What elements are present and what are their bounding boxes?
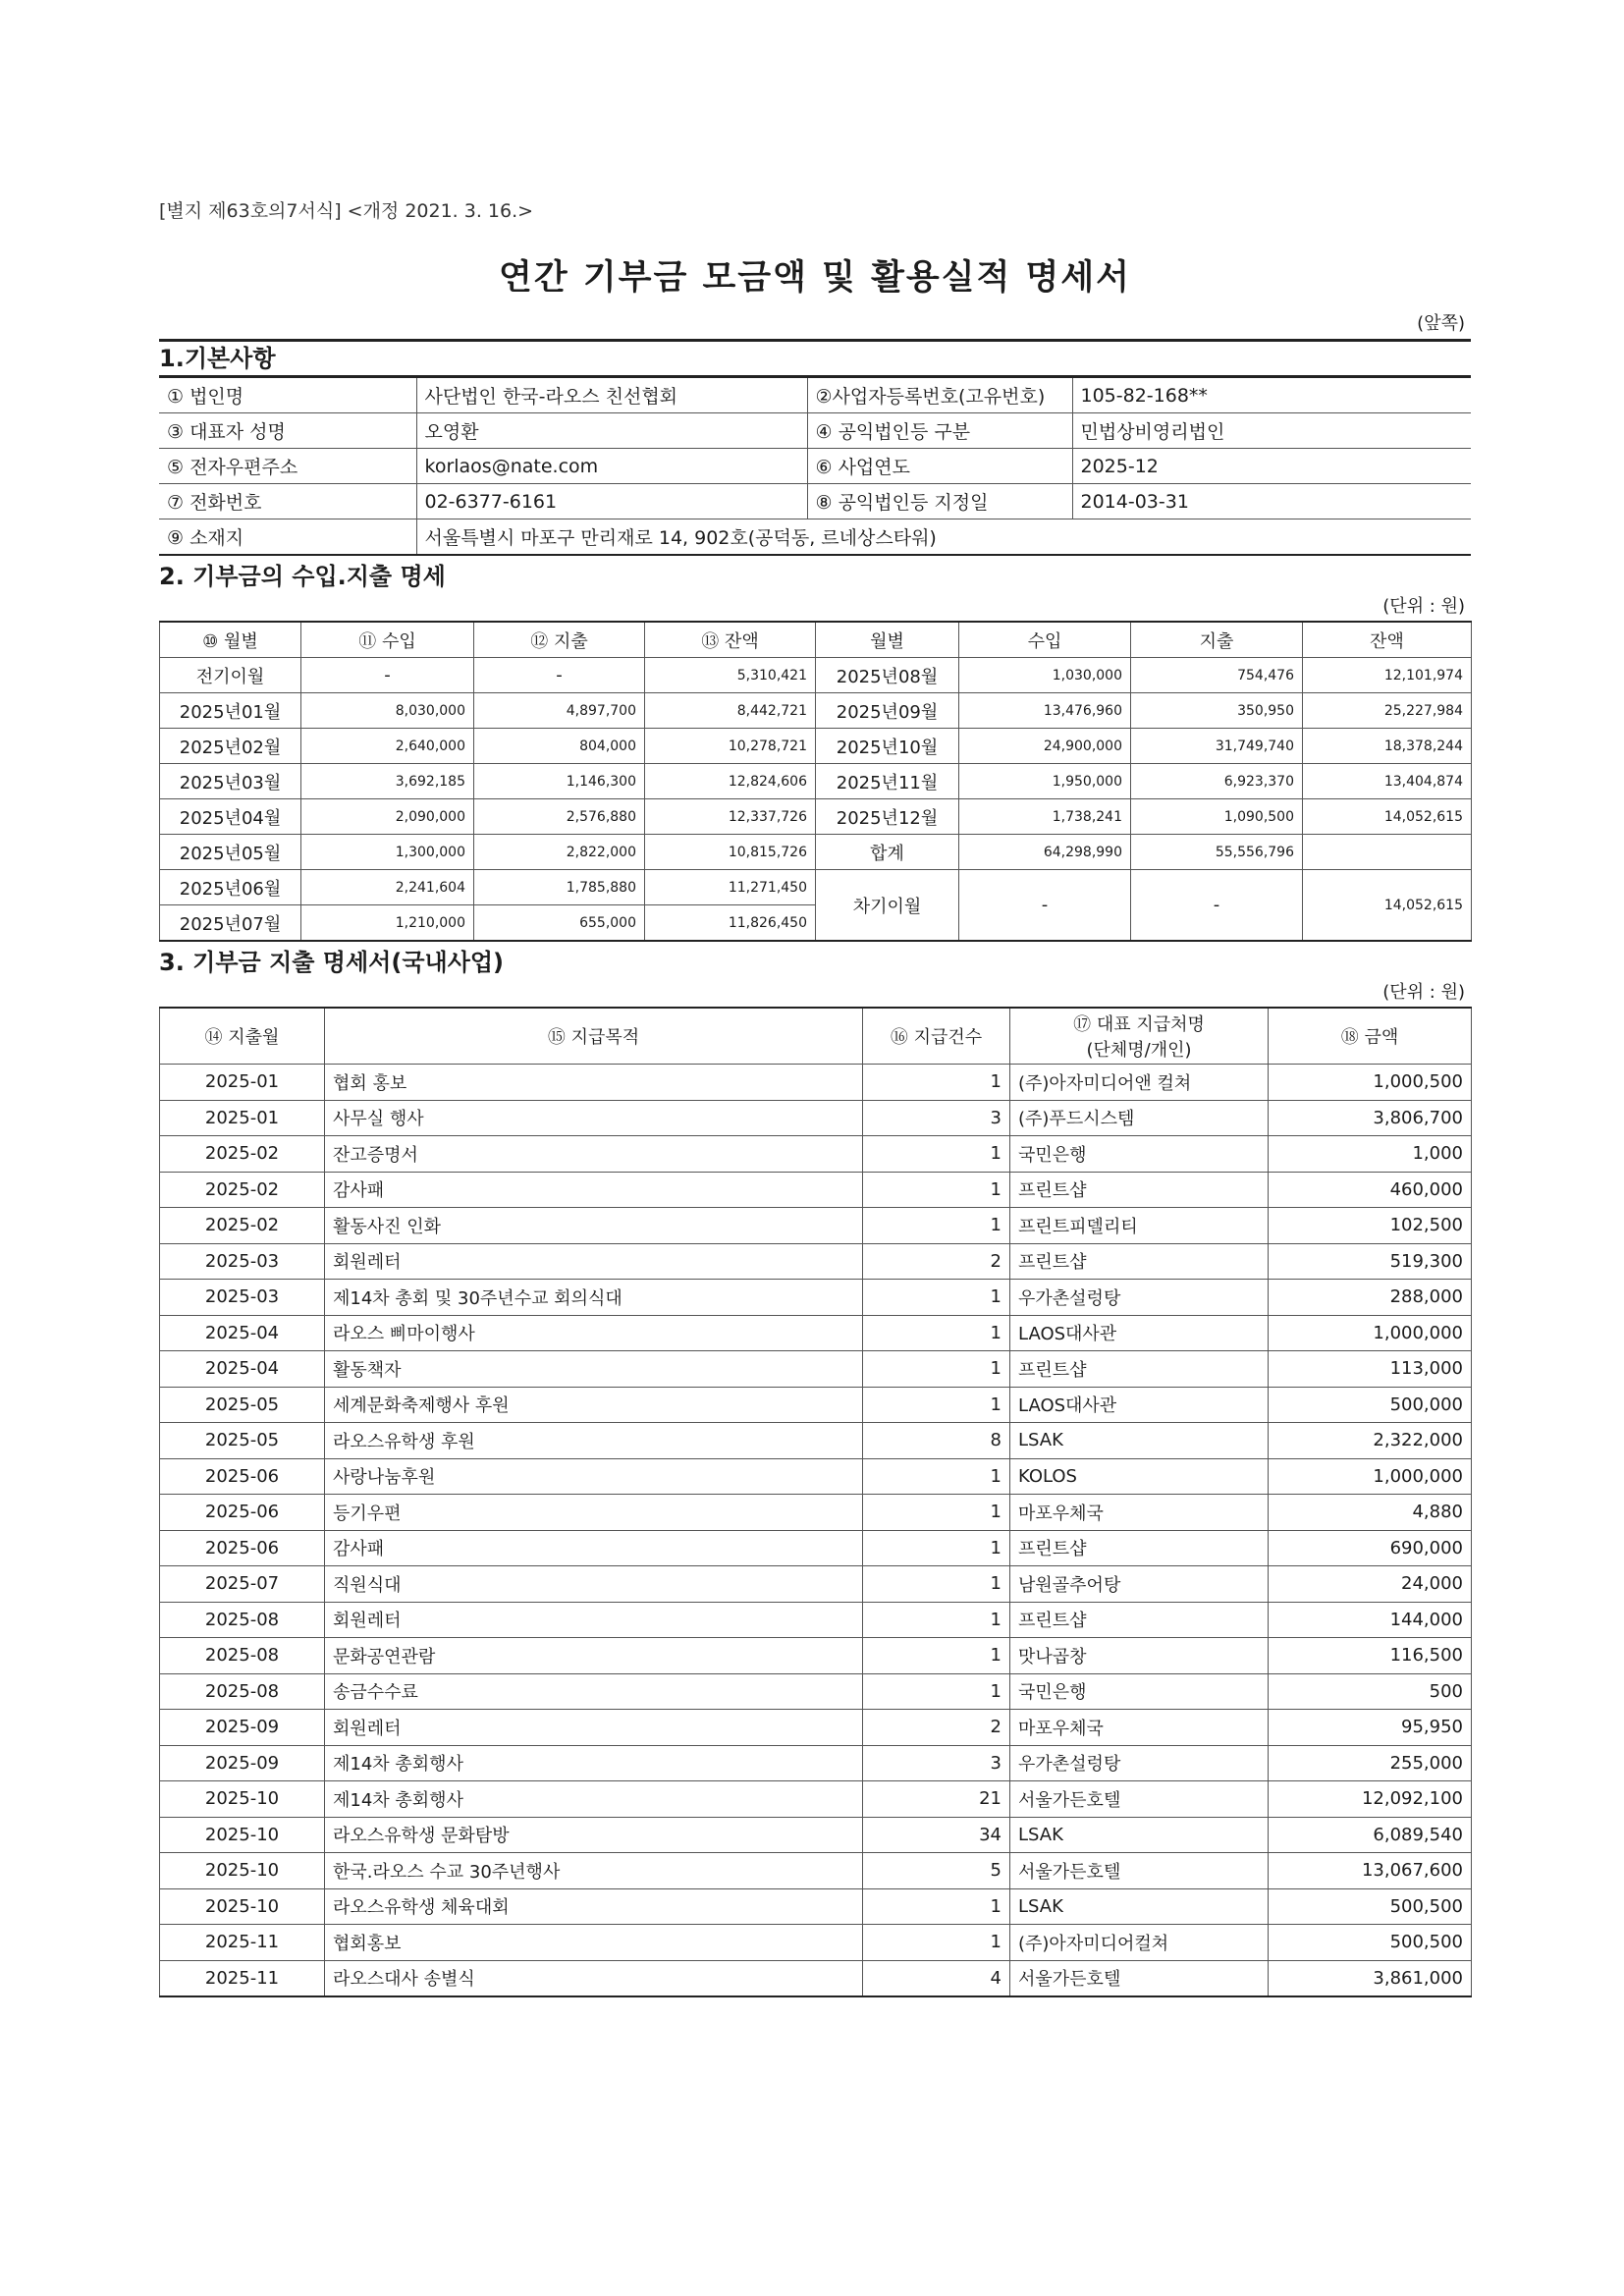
col-header-count: ⑯ 지급건수 [863,1008,1010,1065]
basic-label: ⑤ 전자우편주소 [159,449,416,484]
expense-month: 2025-06 [160,1458,325,1495]
expense-amount: 500,500 [1269,1925,1472,1961]
basic-row [159,449,1471,484]
balance-amount: 12,101,974 [1303,658,1472,693]
income-amount: 64,298,990 [959,835,1131,870]
expense-purpose: 송금수수료 [325,1673,863,1710]
expense-purpose: 문화공연관람 [325,1638,863,1674]
document-page [159,196,1471,1997]
expense-vendor: LSAK [1010,1888,1269,1925]
basic-label: ⑧ 공익법인등 지정일 [807,484,1072,519]
expense-amount: - [474,658,645,693]
basic-label: ④ 공익법인등 구분 [807,413,1072,449]
expense-vendor: LSAK [1010,1423,1269,1459]
income-col-header: 지출 [1131,622,1303,658]
expense-amount: 804,000 [474,729,645,764]
income-expense-table [159,621,1472,942]
expense-month: 2025-01 [160,1065,325,1101]
basic-value: korlaos@nate.com [416,449,807,484]
expense-amount: 1,785,880 [474,870,645,905]
expense-amount: 4,897,700 [474,693,645,729]
expense-vendor: 서울가든호텔 [1010,1960,1269,1996]
income-row [160,799,1472,835]
carry-expense: - [1131,870,1303,942]
basic-row [159,377,1471,413]
expense-month: 2025-02 [160,1136,325,1173]
income-month: 합계 [816,835,959,870]
expense-amount: 2,822,000 [474,835,645,870]
expense-row [160,1315,1472,1351]
expense-row [160,1351,1472,1388]
expense-amount: 12,092,100 [1269,1781,1472,1818]
income-month: 2025년02월 [160,729,301,764]
income-amount: 2,241,604 [301,870,474,905]
col-header-vendor-line2: (단체명/개인) [1086,1040,1192,1061]
expense-amount: 2,576,880 [474,799,645,835]
expense-row [160,1136,1472,1173]
balance-amount: 10,815,726 [645,835,816,870]
expense-month: 2025-05 [160,1423,325,1459]
expense-detail-table [159,1007,1472,1997]
col-header-vendor-line1: ⑰ 대표 지급처명 [1073,1014,1205,1035]
expense-purpose: 라오스유학생 문화탐방 [325,1817,863,1853]
expense-row [160,1495,1472,1531]
expense-amount: 655,000 [474,905,645,942]
section-basic-title: 1.기본사항 [159,339,1471,375]
expense-month: 2025-08 [160,1602,325,1638]
income-col-header: 잔액 [1303,622,1472,658]
income-amount: 2,090,000 [301,799,474,835]
basic-row [159,413,1471,449]
expense-amount: 1,146,300 [474,764,645,799]
expense-amount: 350,950 [1131,693,1303,729]
expense-vendor: 프린트샵 [1010,1243,1269,1280]
expense-purpose: 활동사진 인화 [325,1208,863,1244]
expense-purpose: 잔고증명서 [325,1136,863,1173]
expense-row [160,1280,1472,1316]
expense-month: 2025-11 [160,1925,325,1961]
income-col-header: 월별 [816,622,959,658]
expense-month: 2025-05 [160,1387,325,1423]
expense-count: 1 [863,1495,1010,1531]
expense-amount: 102,500 [1269,1208,1472,1244]
expense-amount: 95,950 [1269,1710,1472,1746]
section-income-title: 2. 기부금의 수입.지출 명세 [159,563,446,590]
expense-vendor: (주)푸드시스템 [1010,1100,1269,1136]
income-row [160,764,1472,799]
expense-amount: 754,476 [1131,658,1303,693]
income-month: 2025년05월 [160,835,301,870]
col-header-purpose: ⑮ 지급목적 [325,1008,863,1065]
expense-row [160,1208,1472,1244]
expense-row [160,1423,1472,1459]
income-unit: (단위 : 원) [1382,596,1465,617]
expense-amount: 116,500 [1269,1638,1472,1674]
expense-month: 2025-04 [160,1351,325,1388]
col-header-vendor [1010,1008,1269,1065]
expense-row [160,1888,1472,1925]
carry-label: 차기이월 [816,870,959,942]
expense-vendor: 프린트샵 [1010,1351,1269,1388]
income-amount: 1,300,000 [301,835,474,870]
balance-amount: 10,278,721 [645,729,816,764]
basic-label: ① 법인명 [159,377,416,413]
expense-row [160,1243,1472,1280]
expense-amount: 500,000 [1269,1387,1472,1423]
expense-row [160,1710,1472,1746]
expense-count: 3 [863,1100,1010,1136]
expense-purpose: 회원레터 [325,1243,863,1280]
income-row [160,658,1472,693]
income-col-header: 수입 [959,622,1131,658]
expense-amount: 2,322,000 [1269,1423,1472,1459]
expense-month: 2025-02 [160,1208,325,1244]
expense-row [160,1566,1472,1603]
balance-amount: 8,442,721 [645,693,816,729]
expense-count: 1 [863,1602,1010,1638]
balance-amount: 11,826,450 [645,905,816,942]
income-amount: 1,950,000 [959,764,1131,799]
income-col-header: ⑬ 잔액 [645,622,816,658]
expense-count: 1 [863,1458,1010,1495]
expense-amount: 1,000 [1269,1136,1472,1173]
expense-row [160,1745,1472,1781]
expense-amount: 4,880 [1269,1495,1472,1531]
income-amount: 13,476,960 [959,693,1131,729]
expense-vendor: LAOS대사관 [1010,1387,1269,1423]
basic-label: ②사업자등록번호(고유번호) [807,377,1072,413]
col-header-amount: ⑱ 금액 [1269,1008,1472,1065]
basic-label: ⑨ 소재지 [159,519,416,556]
expense-month: 2025-04 [160,1315,325,1351]
income-amount: 1,030,000 [959,658,1131,693]
expense-count: 1 [863,1673,1010,1710]
basic-value: 민법상비영리법인 [1072,413,1471,449]
expense-row [160,1960,1472,1996]
income-month: 전기이월 [160,658,301,693]
expense-amount: 6,923,370 [1131,764,1303,799]
form-code: [별지 제63호의7서식] <개정 2021. 3. 16.> [159,200,534,222]
expense-count: 1 [863,1208,1010,1244]
expense-month: 2025-01 [160,1100,325,1136]
expense-month: 2025-03 [160,1280,325,1316]
expense-vendor: 프린트샵 [1010,1172,1269,1208]
expense-unit: (단위 : 원) [1382,982,1465,1003]
expense-row [160,1602,1472,1638]
income-col-header: ⑩ 월별 [160,622,301,658]
carry-balance: 14,052,615 [1303,870,1472,942]
expense-amount: 1,000,500 [1269,1065,1472,1101]
expense-purpose: 제14차 총회행사 [325,1781,863,1818]
income-amount: 3,692,185 [301,764,474,799]
expense-row [160,1065,1472,1101]
expense-purpose: 활동책자 [325,1351,863,1388]
section-expense-title: 3. 기부금 지출 명세서(국내사업) [159,949,505,976]
expense-vendor: LAOS대사관 [1010,1315,1269,1351]
income-col-header: ⑫ 지출 [474,622,645,658]
expense-amount: 519,300 [1269,1243,1472,1280]
expense-vendor: 프린트샵 [1010,1530,1269,1566]
expense-month: 2025-07 [160,1566,325,1603]
expense-vendor: KOLOS [1010,1458,1269,1495]
income-month: 2025년10월 [816,729,959,764]
expense-count: 8 [863,1423,1010,1459]
expense-count: 1 [863,1172,1010,1208]
income-month: 2025년11월 [816,764,959,799]
expense-count: 1 [863,1280,1010,1316]
expense-month: 2025-08 [160,1638,325,1674]
expense-purpose: 감사패 [325,1530,863,1566]
income-amount: 8,030,000 [301,693,474,729]
income-month: 2025년06월 [160,870,301,905]
expense-purpose: 제14차 총회행사 [325,1745,863,1781]
expense-row [160,1458,1472,1495]
balance-amount [1303,835,1472,870]
income-row [160,870,1472,905]
expense-purpose: 라오스대사 송별식 [325,1960,863,1996]
expense-vendor: 국민은행 [1010,1673,1269,1710]
expense-amount: 24,000 [1269,1566,1472,1603]
expense-month: 2025-09 [160,1710,325,1746]
expense-vendor: 남원골추어탕 [1010,1566,1269,1603]
expense-count: 1 [863,1530,1010,1566]
expense-purpose: 등기우편 [325,1495,863,1531]
basic-info-table [159,375,1471,556]
expense-count: 34 [863,1817,1010,1853]
expense-count: 1 [863,1065,1010,1101]
expense-count: 21 [863,1781,1010,1818]
basic-value: 서울특별시 마포구 만리재로 14, 902호(공덕동, 르네상스타워) [416,519,1471,556]
income-col-header: ⑪ 수입 [301,622,474,658]
expense-amount: 1,090,500 [1131,799,1303,835]
expense-purpose: 회원레터 [325,1710,863,1746]
expense-month: 2025-08 [160,1673,325,1710]
expense-vendor: 서울가든호텔 [1010,1853,1269,1889]
expense-amount: 1,000,000 [1269,1458,1472,1495]
income-amount: 2,640,000 [301,729,474,764]
expense-row [160,1100,1472,1136]
balance-amount: 12,824,606 [645,764,816,799]
expense-vendor: 마포우체국 [1010,1710,1269,1746]
page-side-label: (앞쪽) [1417,313,1465,334]
expense-amount: 460,000 [1269,1172,1472,1208]
expense-count: 2 [863,1710,1010,1746]
expense-row [160,1925,1472,1961]
expense-month: 2025-09 [160,1745,325,1781]
expense-month: 2025-06 [160,1495,325,1531]
balance-amount: 12,337,726 [645,799,816,835]
basic-value: 사단법인 한국-라오스 친선협회 [416,377,807,413]
expense-purpose: 회원레터 [325,1602,863,1638]
col-header-month: ⑭ 지출월 [160,1008,325,1065]
expense-amount: 500,500 [1269,1888,1472,1925]
expense-count: 1 [863,1566,1010,1603]
expense-count: 2 [863,1243,1010,1280]
expense-amount: 690,000 [1269,1530,1472,1566]
expense-vendor: 맛나곱창 [1010,1638,1269,1674]
income-month: 2025년07월 [160,905,301,942]
expense-row [160,1781,1472,1818]
expense-amount: 288,000 [1269,1280,1472,1316]
basic-value: 02-6377-6161 [416,484,807,519]
expense-count: 1 [863,1888,1010,1925]
expense-month: 2025-03 [160,1243,325,1280]
basic-value: 오영환 [416,413,807,449]
income-amount: 1,210,000 [301,905,474,942]
expense-month: 2025-10 [160,1817,325,1853]
income-amount: - [301,658,474,693]
expense-row [160,1530,1472,1566]
income-month: 2025년09월 [816,693,959,729]
expense-amount: 144,000 [1269,1602,1472,1638]
expense-amount: 1,000,000 [1269,1315,1472,1351]
expense-count: 1 [863,1351,1010,1388]
income-amount: 24,900,000 [959,729,1131,764]
basic-value: 2014-03-31 [1072,484,1471,519]
expense-vendor: (주)아자미디어앤 컬쳐 [1010,1065,1269,1101]
expense-month: 2025-11 [160,1960,325,1996]
expense-purpose: 사무실 행사 [325,1100,863,1136]
expense-vendor: 프린트샵 [1010,1602,1269,1638]
basic-label: ⑦ 전화번호 [159,484,416,519]
expense-amount: 6,089,540 [1269,1817,1472,1853]
expense-month: 2025-02 [160,1172,325,1208]
expense-purpose: 세계문화축제행사 후원 [325,1387,863,1423]
expense-amount: 3,861,000 [1269,1960,1472,1996]
expense-amount: 255,000 [1269,1745,1472,1781]
expense-count: 3 [863,1745,1010,1781]
expense-count: 1 [863,1638,1010,1674]
expense-purpose: 라오스유학생 체육대회 [325,1888,863,1925]
basic-label: ③ 대표자 성명 [159,413,416,449]
expense-row [160,1387,1472,1423]
income-row [160,835,1472,870]
expense-amount: 55,556,796 [1131,835,1303,870]
basic-value: 2025-12 [1072,449,1471,484]
expense-purpose: 직원식대 [325,1566,863,1603]
expense-month: 2025-06 [160,1530,325,1566]
expense-amount: 500 [1269,1673,1472,1710]
expense-vendor: 프린트피델리티 [1010,1208,1269,1244]
balance-amount: 14,052,615 [1303,799,1472,835]
basic-row-address [159,519,1471,556]
expense-count: 5 [863,1853,1010,1889]
income-row [160,693,1472,729]
expense-purpose: 라오스유학생 후원 [325,1423,863,1459]
income-month: 2025년01월 [160,693,301,729]
expense-count: 1 [863,1315,1010,1351]
balance-amount: 18,378,244 [1303,729,1472,764]
income-month: 2025년04월 [160,799,301,835]
expense-vendor: (주)아자미디어컬쳐 [1010,1925,1269,1961]
balance-amount: 11,271,450 [645,870,816,905]
expense-amount: 113,000 [1269,1351,1472,1388]
expense-purpose: 한국.라오스 수교 30주년행사 [325,1853,863,1889]
expense-month: 2025-10 [160,1781,325,1818]
basic-value: 105-82-168** [1072,377,1471,413]
expense-vendor: 국민은행 [1010,1136,1269,1173]
expense-count: 1 [863,1387,1010,1423]
basic-label: ⑥ 사업연도 [807,449,1072,484]
expense-purpose: 협회 홍보 [325,1065,863,1101]
income-row [160,729,1472,764]
expense-row [160,1172,1472,1208]
expense-purpose: 감사패 [325,1172,863,1208]
expense-row [160,1638,1472,1674]
expense-vendor: LSAK [1010,1817,1269,1853]
expense-count: 4 [863,1960,1010,1996]
balance-amount: 13,404,874 [1303,764,1472,799]
expense-amount: 31,749,740 [1131,729,1303,764]
income-month: 2025년12월 [816,799,959,835]
expense-vendor: 마포우체국 [1010,1495,1269,1531]
expense-amount: 3,806,700 [1269,1100,1472,1136]
expense-purpose: 제14차 총회 및 30주년수교 회의식대 [325,1280,863,1316]
income-month: 2025년03월 [160,764,301,799]
expense-month: 2025-10 [160,1888,325,1925]
expense-purpose: 사랑나눔후원 [325,1458,863,1495]
expense-count: 1 [863,1925,1010,1961]
expense-vendor: 우가촌설렁탕 [1010,1280,1269,1316]
expense-amount: 13,067,600 [1269,1853,1472,1889]
expense-purpose: 라오스 삐마이행사 [325,1315,863,1351]
income-amount: 1,738,241 [959,799,1131,835]
income-month: 2025년08월 [816,658,959,693]
expense-vendor: 서울가든호텔 [1010,1781,1269,1818]
expense-count: 1 [863,1136,1010,1173]
balance-amount: 25,227,984 [1303,693,1472,729]
document-title: 연간 기부금 모금액 및 활용실적 명세서 [499,258,1131,298]
expense-purpose: 협회홍보 [325,1925,863,1961]
expense-row [160,1673,1472,1710]
expense-vendor: 우가촌설렁탕 [1010,1745,1269,1781]
balance-amount: 5,310,421 [645,658,816,693]
carry-income: - [959,870,1131,942]
expense-row [160,1853,1472,1889]
expense-month: 2025-10 [160,1853,325,1889]
expense-row [160,1817,1472,1853]
basic-row [159,484,1471,519]
